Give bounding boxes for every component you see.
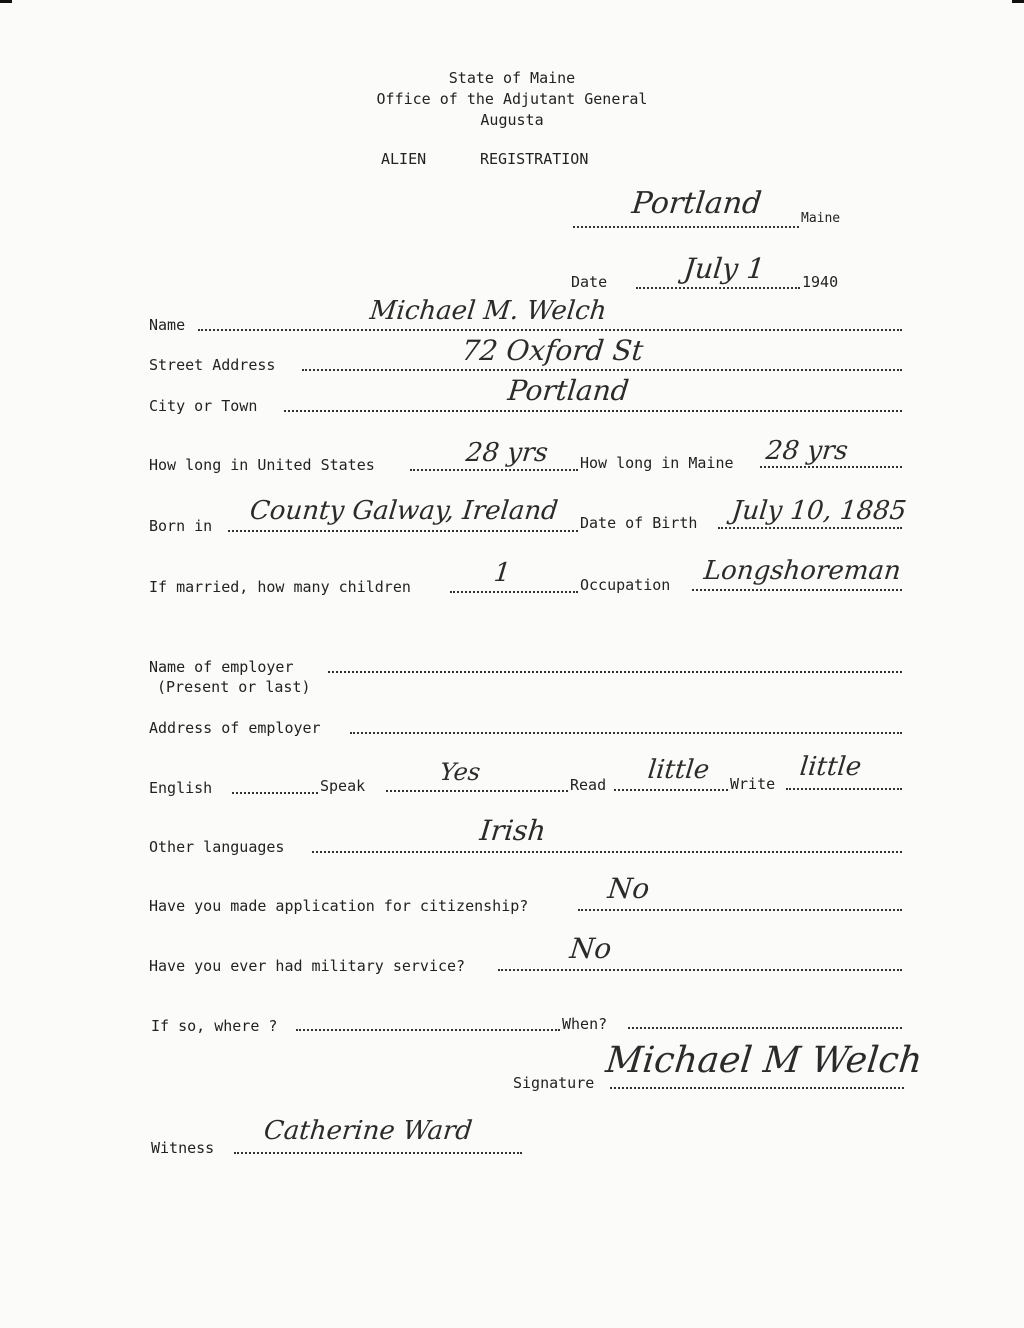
- signature-label: Signature: [513, 1074, 595, 1092]
- dob-label: Date of Birth: [580, 514, 698, 532]
- occupation-dots: [692, 589, 902, 591]
- header-state: State of Maine: [448, 69, 576, 87]
- employer-sublabel: (Present or last): [157, 678, 311, 696]
- name-label: Name: [149, 316, 186, 334]
- employer-address-label: Address of employer: [149, 719, 321, 737]
- military-label: Have you ever had military service?: [149, 957, 466, 975]
- street-value: 72 Oxford St: [460, 334, 645, 367]
- military-dots: [498, 969, 902, 971]
- dob-dots: [718, 527, 902, 529]
- street-dots: [302, 369, 902, 371]
- name-value: Michael M. Welch: [368, 296, 609, 326]
- city-dots: [284, 410, 902, 412]
- place-dots: [573, 226, 799, 228]
- witness-label: Witness: [151, 1139, 215, 1157]
- read-label: Read: [570, 776, 607, 794]
- born-label: Born in: [149, 517, 213, 535]
- occupation-value: Longshoreman: [702, 556, 903, 586]
- name-dots: [198, 329, 902, 331]
- dob-value: July 10, 1885: [730, 496, 908, 526]
- us-duration-label: How long in United States: [149, 456, 375, 474]
- write-dots: [786, 788, 902, 790]
- english-dots: [232, 792, 318, 794]
- occupation-label: Occupation: [580, 576, 671, 594]
- maine-duration-dots: [760, 466, 902, 468]
- city-label: City or Town: [149, 397, 258, 415]
- children-label: If married, how many children: [149, 578, 411, 596]
- where-dots: [296, 1029, 560, 1031]
- military-value: No: [568, 932, 614, 965]
- languages-label: Other languages: [149, 838, 285, 856]
- read-dots: [614, 789, 728, 791]
- employer-address-dots: [350, 732, 902, 734]
- when-label: When?: [562, 1015, 608, 1033]
- witness-value: Catherine Ward: [262, 1116, 474, 1146]
- date-year: 1940: [802, 273, 839, 291]
- english-label: English: [149, 779, 213, 797]
- maine-duration-value: 28 yrs: [764, 436, 850, 466]
- read-value: little: [646, 755, 711, 785]
- write-label: Write: [730, 775, 776, 793]
- born-value: County Galway, Ireland: [248, 496, 560, 526]
- date-dots: [636, 287, 800, 289]
- scan-corner-top-left: [0, 0, 12, 3]
- citizenship-label: Have you made application for citizenship?: [149, 897, 529, 915]
- date-value: July 1: [682, 252, 767, 285]
- born-dots: [228, 530, 578, 532]
- place-value: Portland: [630, 186, 764, 221]
- place-suffix: Maine: [801, 211, 841, 226]
- citizenship-dots: [578, 909, 902, 911]
- form-title-alien: ALIEN: [381, 150, 427, 168]
- speak-dots: [386, 790, 568, 792]
- speak-value: Yes: [438, 758, 482, 786]
- scan-corner-top-right: [1012, 0, 1024, 3]
- header-office: Office of the Adjutant General: [376, 90, 648, 108]
- languages-dots: [312, 851, 902, 853]
- witness-dots: [234, 1152, 522, 1154]
- date-label: Date: [571, 273, 608, 291]
- city-value: Portland: [506, 374, 631, 407]
- children-dots: [450, 591, 578, 593]
- signature-dots: [610, 1087, 904, 1089]
- maine-duration-label: How long in Maine: [580, 454, 734, 472]
- us-duration-value: 28 yrs: [464, 438, 550, 468]
- employer-dots: [328, 671, 902, 673]
- languages-value: Irish: [478, 814, 548, 847]
- when-dots: [628, 1027, 902, 1029]
- us-duration-dots: [410, 469, 578, 471]
- form-title-registration: REGISTRATION: [480, 150, 589, 168]
- street-label: Street Address: [149, 356, 276, 374]
- speak-label: Speak: [320, 777, 366, 795]
- header-city: Augusta: [480, 111, 544, 129]
- citizenship-value: No: [606, 872, 652, 905]
- where-label: If so, where ?: [151, 1017, 278, 1035]
- signature-value: Michael M Welch: [603, 1040, 925, 1081]
- write-value: little: [798, 752, 863, 782]
- children-value: 1: [492, 558, 513, 588]
- employer-label: Name of employer: [149, 658, 294, 676]
